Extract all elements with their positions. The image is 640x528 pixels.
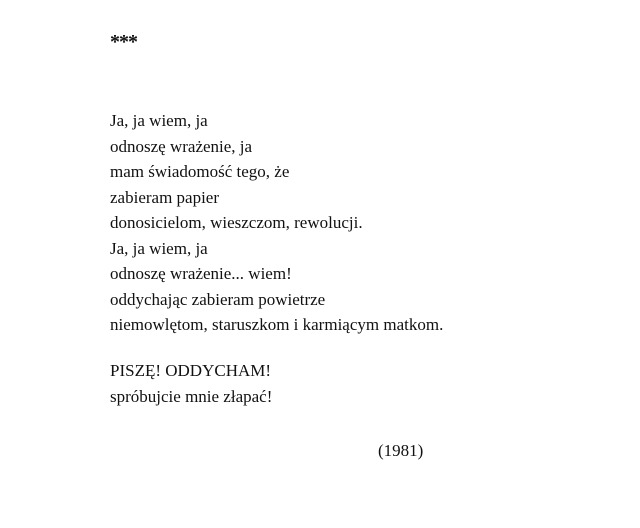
poem-line: Ja, ja wiem, ja (110, 238, 208, 258)
poem-line: niemowlętom, staruszkom i karmiącym matkom. (110, 315, 444, 334)
poem-date: (1981) (378, 441, 424, 460)
poem-line: odnoszę wrażenie... wiem! (110, 264, 292, 283)
section-marker: *** (110, 31, 137, 53)
poem-line: PISZĘ! ODDYCHAM! (110, 361, 272, 380)
poem-line: odnoszę wrażenie, ja (110, 136, 253, 156)
poem-line: zabieram papier (110, 187, 220, 207)
poem-line: spróbujcie mnie złapać! (110, 386, 273, 406)
stanza-2 (110, 358, 272, 409)
stanza-1 (110, 108, 443, 338)
poem-line: mam świadomość tego, że (110, 162, 290, 181)
poem-line: Ja, ja wiem, ja (110, 111, 208, 130)
poem-line: donosicielom, wieszczom, rewolucji. (110, 213, 363, 232)
poem-line: oddychając zabieram powietrze (110, 289, 326, 309)
